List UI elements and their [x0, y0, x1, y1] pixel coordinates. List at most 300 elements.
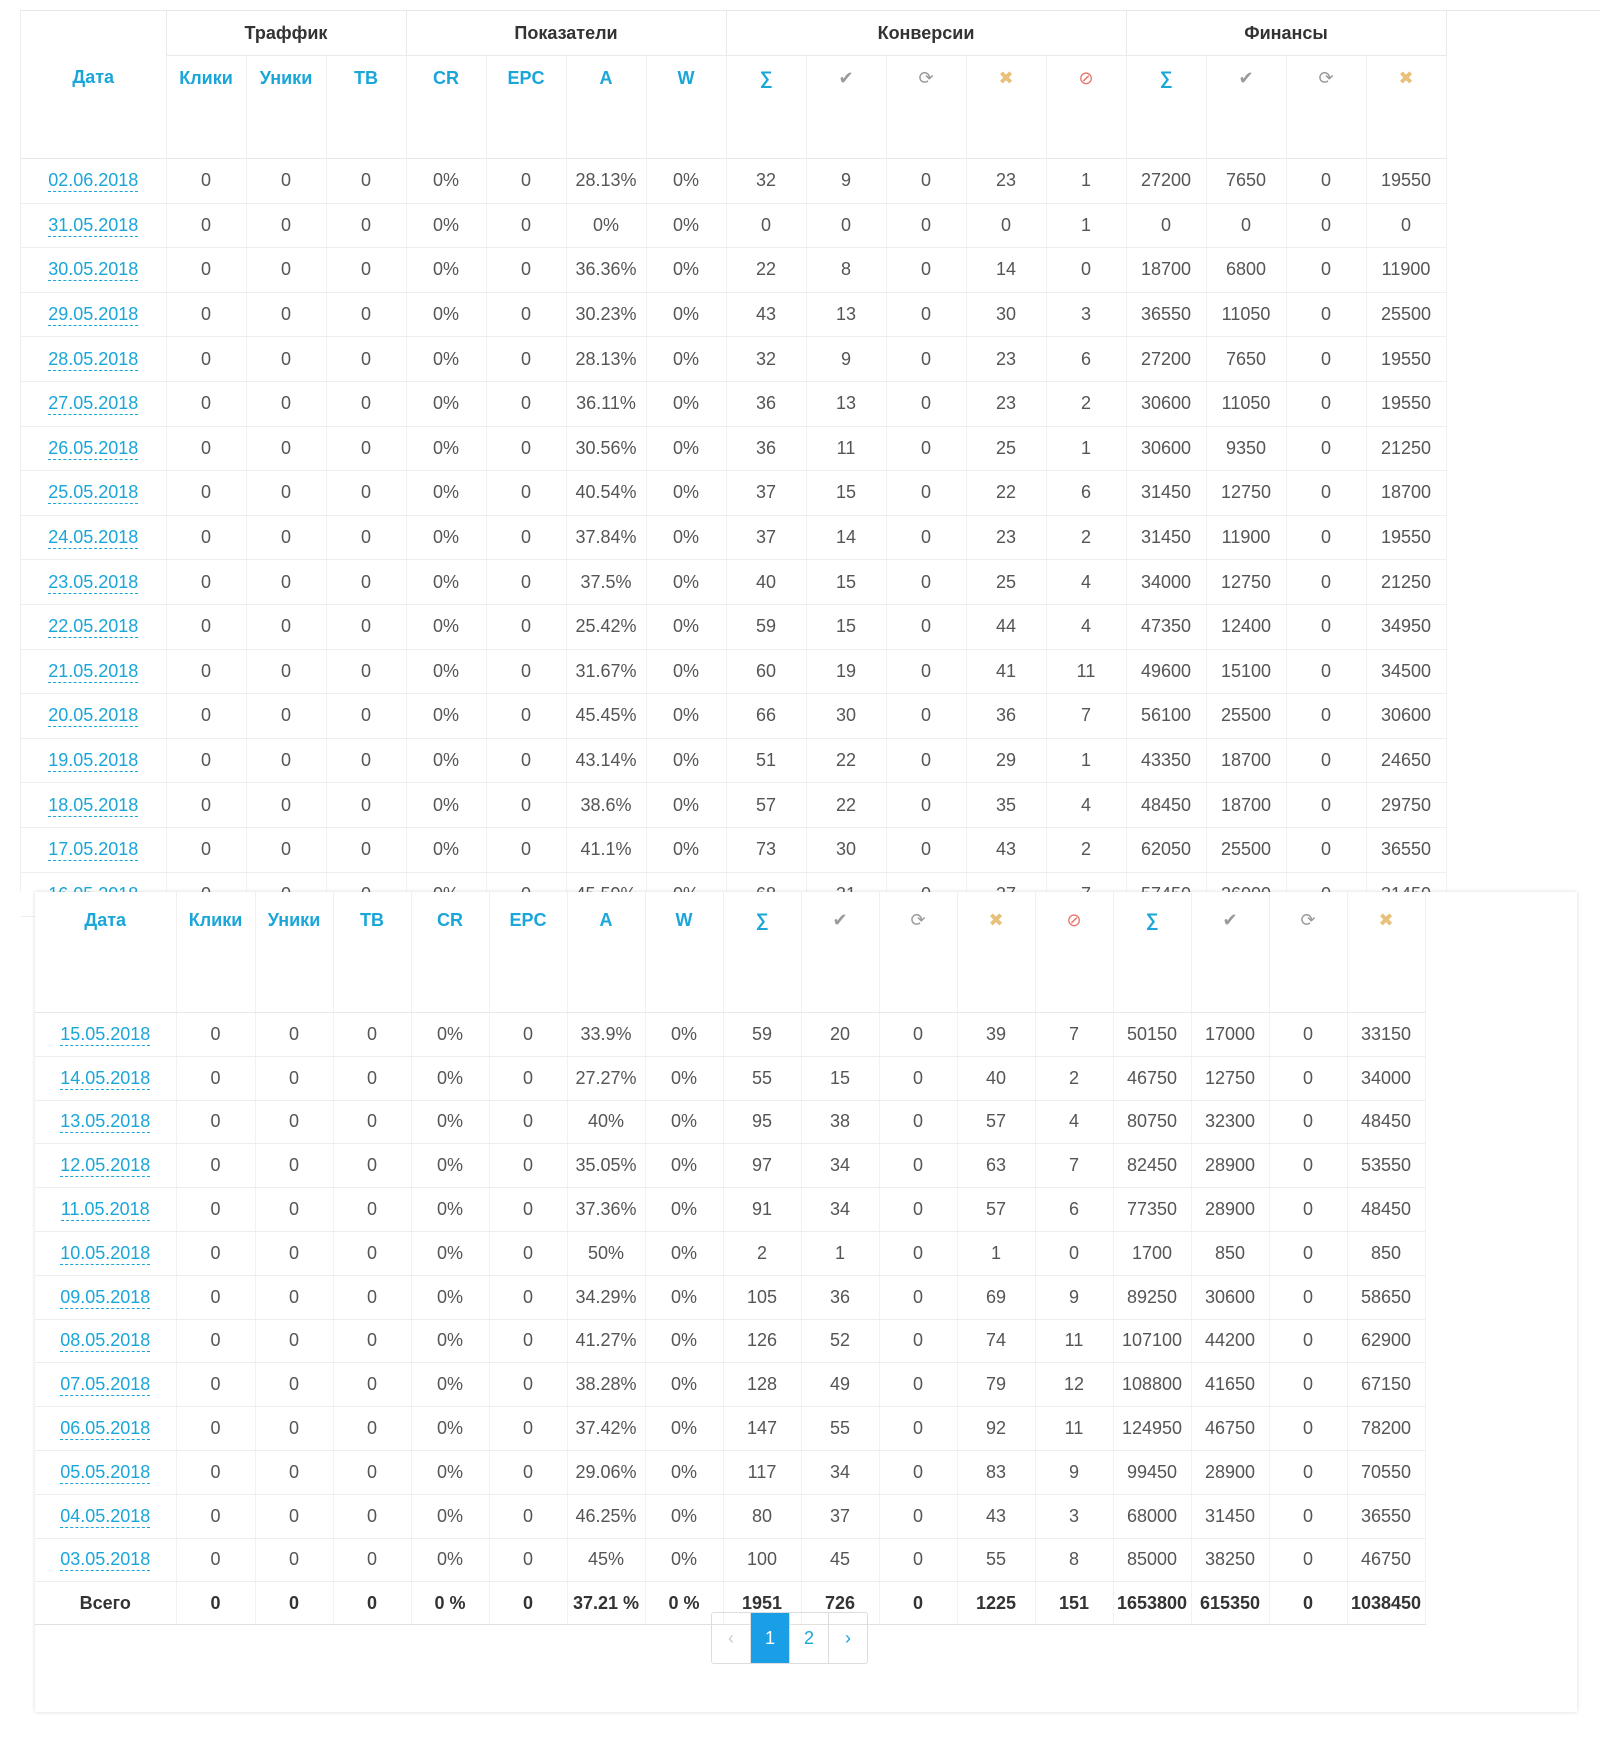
conv-pending-cell: 0: [886, 694, 966, 739]
date-link[interactable]: [21, 381, 166, 426]
conv-rejected-cell: 25: [966, 560, 1046, 605]
uniques-cell: 0: [255, 1450, 333, 1494]
conv-rejected-cell: 92: [957, 1407, 1035, 1451]
fin-pending-cell: 0: [1269, 1275, 1347, 1319]
col-tb[interactable]: ТВ: [333, 892, 411, 948]
conv-trash-cell: 2: [1046, 827, 1126, 872]
date-link-text[interactable]: 26.05.2018: [48, 437, 139, 458]
uniques-cell: 0: [246, 203, 326, 248]
conv-rejected-cell: 35: [966, 783, 1046, 828]
table-row: [21, 694, 1446, 739]
date-link-text[interactable]: 21.05.2018: [48, 660, 139, 681]
date-link[interactable]: [35, 1450, 176, 1494]
date-link[interactable]: [35, 1275, 176, 1319]
date-link[interactable]: [21, 738, 166, 783]
conv-pending-cell: 0: [886, 515, 966, 560]
check-icon: ✔: [1238, 67, 1254, 88]
table-row: [35, 1450, 1425, 1494]
cr-cell: 0%: [406, 694, 486, 739]
uniques-cell: 0: [246, 649, 326, 694]
a-cell: 33.9%: [567, 1013, 645, 1057]
epc-cell: 0: [486, 827, 566, 872]
fin-pending-cell: 0: [1286, 827, 1366, 872]
cr-cell: 0%: [406, 426, 486, 471]
col-cross-icon[interactable]: [966, 56, 1046, 101]
cr-cell: 0%: [406, 203, 486, 248]
conv-trash-cell: 0: [1046, 248, 1126, 293]
date-link[interactable]: [35, 1231, 176, 1275]
date-link[interactable]: [35, 1407, 176, 1451]
fin-approved-cell: 38250: [1191, 1538, 1269, 1582]
total-fin-pending-cell: 0: [1269, 1582, 1347, 1625]
w-cell: 0%: [646, 694, 726, 739]
date-link-text[interactable]: 06.05.2018: [60, 1418, 151, 1439]
group-conversions: Конверсии: [726, 11, 1126, 56]
col-epc[interactable]: EPC: [489, 892, 567, 948]
conv-sum-cell: 51: [726, 738, 806, 783]
conv-sum-cell: 95: [723, 1100, 801, 1144]
fin-rejected-cell: 29750: [1366, 783, 1446, 828]
tb-cell: 0: [326, 159, 406, 204]
date-link-text[interactable]: 17.05.2018: [48, 839, 139, 860]
col-check-icon[interactable]: [801, 892, 879, 948]
conv-pending-cell: 0: [879, 1494, 957, 1538]
clicks-cell: 0: [176, 1450, 255, 1494]
table-row: [35, 1056, 1425, 1100]
uniques-cell: 0: [246, 738, 326, 783]
date-link[interactable]: [21, 515, 166, 560]
w-cell: 0%: [646, 471, 726, 516]
fin-rejected-cell: 33150: [1347, 1013, 1425, 1057]
date-link[interactable]: [21, 783, 166, 828]
conv-approved-cell: 15: [806, 471, 886, 516]
table-row: [21, 203, 1446, 248]
a-cell: 37.36%: [567, 1188, 645, 1232]
fin-pending-cell: 0: [1286, 515, 1366, 560]
spacer-cell: [255, 948, 333, 1013]
conv-sum-cell: 147: [723, 1407, 801, 1451]
w-cell: 0%: [646, 515, 726, 560]
col-clicks[interactable]: Клики: [166, 56, 246, 101]
conv-sum-cell: 22: [726, 248, 806, 293]
date-link-text[interactable]: 12.05.2018: [60, 1155, 151, 1176]
clicks-cell: 0: [166, 426, 246, 471]
epc-cell: 0: [489, 1363, 567, 1407]
date-link[interactable]: [21, 827, 166, 872]
fin-rejected-cell: 70550: [1347, 1450, 1425, 1494]
date-link-text[interactable]: 07.05.2018: [60, 1374, 151, 1395]
col-check-icon[interactable]: [1191, 892, 1269, 948]
a-cell: 27.27%: [567, 1056, 645, 1100]
conv-trash-cell: 12: [1035, 1363, 1113, 1407]
spacer-cell: [726, 100, 806, 159]
a-cell: 25.42%: [566, 604, 646, 649]
refresh-icon: ⟳: [918, 67, 934, 88]
conv-trash-cell: 2: [1035, 1056, 1113, 1100]
fin-rejected-cell: 53550: [1347, 1144, 1425, 1188]
conv-trash-cell: 8: [1035, 1538, 1113, 1582]
table-row: [21, 783, 1446, 828]
w-cell: 0%: [645, 1188, 723, 1232]
col-ban-icon[interactable]: [1035, 892, 1113, 948]
conv-rejected-cell: 55: [957, 1538, 1035, 1582]
fin-pending-cell: 0: [1286, 337, 1366, 382]
conv-pending-cell: 0: [886, 471, 966, 516]
tb-cell: 0: [326, 738, 406, 783]
date-link[interactable]: [35, 1100, 176, 1144]
conv-pending-cell: 0: [886, 337, 966, 382]
date-link-text[interactable]: 31.05.2018: [48, 214, 139, 235]
total-fin-sum-cell: 1653800: [1113, 1582, 1191, 1625]
col-tb[interactable]: ТВ: [326, 56, 406, 101]
conv-sum-cell: 55: [723, 1056, 801, 1100]
date-link[interactable]: [21, 203, 166, 248]
col-refresh-icon[interactable]: [886, 56, 966, 101]
date-link-text[interactable]: 09.05.2018: [60, 1286, 151, 1307]
fin-sum-cell: 48450: [1126, 783, 1206, 828]
col-conv-sum[interactable]: ∑: [723, 892, 801, 948]
col-date[interactable]: Дата: [35, 892, 176, 948]
spacer-cell: [801, 948, 879, 1013]
fin-approved-cell: 11900: [1206, 515, 1286, 560]
conv-approved-cell: 14: [806, 515, 886, 560]
spacer-cell: [1191, 948, 1269, 1013]
date-link[interactable]: [21, 560, 166, 605]
epc-cell: 0: [486, 248, 566, 293]
conv-pending-cell: 0: [886, 560, 966, 605]
epc-cell: 0: [489, 1100, 567, 1144]
table-row: [35, 1144, 1425, 1188]
fin-approved-cell: 41650: [1191, 1363, 1269, 1407]
pagination-page-2[interactable]: 2: [790, 1613, 829, 1663]
col-cross-icon[interactable]: [1366, 56, 1446, 101]
w-cell: 0%: [645, 1319, 723, 1363]
date-link[interactable]: [35, 1538, 176, 1582]
fin-approved-cell: 18700: [1206, 783, 1286, 828]
uniques-cell: 0: [246, 426, 326, 471]
col-epc[interactable]: EPC: [486, 56, 566, 101]
table-row: [35, 1231, 1425, 1275]
tb-cell: 0: [326, 203, 406, 248]
epc-cell: 0: [486, 381, 566, 426]
table-row: [21, 515, 1446, 560]
col-refresh-icon[interactable]: [879, 892, 957, 948]
table-row: [21, 248, 1446, 293]
tb-cell: 0: [326, 381, 406, 426]
date-link-text[interactable]: 25.05.2018: [48, 482, 139, 503]
w-cell: 0%: [646, 827, 726, 872]
conv-pending-cell: 0: [886, 649, 966, 694]
fin-approved-cell: 44200: [1191, 1319, 1269, 1363]
w-cell: 0%: [646, 783, 726, 828]
clicks-cell: 0: [166, 560, 246, 605]
check-icon: ✔: [1222, 909, 1238, 930]
spacer-cell: [166, 100, 246, 159]
cr-cell: 0%: [406, 381, 486, 426]
date-link-text[interactable]: 24.05.2018: [48, 527, 139, 548]
clicks-cell: 0: [166, 337, 246, 382]
conv-rejected-cell: 40: [957, 1056, 1035, 1100]
col-fin-sum[interactable]: ∑: [1126, 56, 1206, 101]
conv-pending-cell: 0: [879, 1013, 957, 1057]
tb-cell: 0: [333, 1056, 411, 1100]
a-cell: 37.42%: [567, 1407, 645, 1451]
conv-sum-cell: 128: [723, 1363, 801, 1407]
conv-trash-cell: 7: [1035, 1144, 1113, 1188]
date-link-text[interactable]: 04.05.2018: [60, 1505, 151, 1526]
date-link-text[interactable]: 13.05.2018: [60, 1111, 151, 1132]
date-link[interactable]: [21, 694, 166, 739]
col-cr[interactable]: CR: [406, 56, 486, 101]
col-check-icon[interactable]: [806, 56, 886, 101]
date-link[interactable]: [21, 337, 166, 382]
fin-rejected-cell: 0: [1366, 203, 1446, 248]
tb-cell: 0: [333, 1013, 411, 1057]
conv-sum-cell: 100: [723, 1538, 801, 1582]
a-cell: 37.84%: [566, 515, 646, 560]
date-link-text[interactable]: 20.05.2018: [48, 705, 139, 726]
epc-cell: 0: [486, 783, 566, 828]
cross-icon: ✖: [1398, 67, 1414, 88]
conv-trash-cell: 7: [1035, 1013, 1113, 1057]
date-link-text[interactable]: 30.05.2018: [48, 259, 139, 280]
epc-cell: 0: [486, 337, 566, 382]
date-link[interactable]: [21, 649, 166, 694]
date-link[interactable]: [35, 1013, 176, 1057]
conv-approved-cell: 15: [806, 604, 886, 649]
w-cell: 0%: [646, 738, 726, 783]
col-a[interactable]: A: [567, 892, 645, 948]
clicks-cell: 0: [176, 1013, 255, 1057]
tb-cell: 0: [326, 694, 406, 739]
conv-pending-cell: 0: [879, 1319, 957, 1363]
date-link[interactable]: [35, 1319, 176, 1363]
col-w[interactable]: W: [646, 56, 726, 101]
conv-approved-cell: 30: [806, 694, 886, 739]
fin-pending-cell: 0: [1269, 1144, 1347, 1188]
date-link[interactable]: [35, 1056, 176, 1100]
date-link-text[interactable]: 15.05.2018: [60, 1023, 151, 1044]
clicks-cell: 0: [176, 1494, 255, 1538]
pagination-prev[interactable]: ‹: [712, 1613, 751, 1663]
fin-pending-cell: 0: [1269, 1188, 1347, 1232]
conv-approved-cell: 15: [806, 560, 886, 605]
conv-rejected-cell: 83: [957, 1450, 1035, 1494]
date-link[interactable]: [35, 1144, 176, 1188]
fin-rejected-cell: 21250: [1366, 426, 1446, 471]
conv-trash-cell: 4: [1046, 604, 1126, 649]
spacer-cell: [406, 100, 486, 159]
fin-approved-cell: 28900: [1191, 1188, 1269, 1232]
clicks-cell: 0: [166, 827, 246, 872]
uniques-cell: 0: [246, 783, 326, 828]
conv-rejected-cell: 23: [966, 381, 1046, 426]
col-w[interactable]: W: [645, 892, 723, 948]
fin-approved-cell: 850: [1191, 1231, 1269, 1275]
spacer-cell: [411, 948, 489, 1013]
fin-approved-cell: 46750: [1191, 1407, 1269, 1451]
tb-cell: 0: [333, 1144, 411, 1188]
spacer-row: [21, 100, 1446, 159]
tb-cell: 0: [333, 1319, 411, 1363]
col-uniques[interactable]: Уники: [246, 56, 326, 101]
cr-cell: 0%: [406, 337, 486, 382]
date-link[interactable]: [35, 1494, 176, 1538]
pagination-next[interactable]: ›: [845, 1627, 851, 1648]
fin-pending-cell: 0: [1269, 1538, 1347, 1582]
fin-pending-cell: 0: [1286, 783, 1366, 828]
conv-approved-cell: 19: [806, 649, 886, 694]
uniques-cell: 0: [246, 604, 326, 649]
epc-cell: 0: [486, 426, 566, 471]
a-cell: 46.25%: [567, 1494, 645, 1538]
date-link-text[interactable]: 10.05.2018: [60, 1242, 151, 1263]
w-cell: 0%: [645, 1538, 723, 1582]
conv-rejected-cell: 43: [966, 827, 1046, 872]
conv-trash-cell: 0: [1035, 1231, 1113, 1275]
spacer-cell: [567, 948, 645, 1013]
tb-cell: 0: [333, 1188, 411, 1232]
conv-rejected-cell: 63: [957, 1144, 1035, 1188]
col-check-icon[interactable]: [1206, 56, 1286, 101]
cr-cell: 0%: [411, 1538, 489, 1582]
epc-cell: 0: [489, 1319, 567, 1363]
w-cell: 0%: [645, 1407, 723, 1451]
spacer-cell: [1286, 100, 1366, 159]
epc-cell: 0: [486, 159, 566, 204]
fin-approved-cell: 11050: [1206, 381, 1286, 426]
date-link[interactable]: [35, 1188, 176, 1232]
conv-rejected-cell: 36: [966, 694, 1046, 739]
col-refresh-icon[interactable]: [1269, 892, 1347, 948]
col-uniques[interactable]: Уники: [255, 892, 333, 948]
a-cell: 28.13%: [566, 337, 646, 382]
fin-approved-cell: 7650: [1206, 337, 1286, 382]
w-cell: 0%: [645, 1450, 723, 1494]
conv-pending-cell: 0: [886, 783, 966, 828]
tb-cell: 0: [326, 248, 406, 293]
fin-sum-cell: 62050: [1126, 827, 1206, 872]
conv-pending-cell: 0: [886, 159, 966, 204]
col-clicks[interactable]: Клики: [176, 892, 255, 948]
spacer-cell: [1046, 100, 1126, 159]
date-link-text[interactable]: 02.06.2018: [48, 170, 139, 191]
conv-sum-cell: 0: [726, 203, 806, 248]
fin-rejected-cell: 11900: [1366, 248, 1446, 293]
conv-approved-cell: 11: [806, 426, 886, 471]
fin-pending-cell: 0: [1286, 649, 1366, 694]
date-link-text[interactable]: 19.05.2018: [48, 750, 139, 771]
pagination-page-1[interactable]: 1: [751, 1613, 790, 1663]
date-link[interactable]: [21, 292, 166, 337]
col-ban-icon[interactable]: [1046, 56, 1126, 101]
date-link[interactable]: [21, 471, 166, 516]
uniques-cell: 0: [246, 560, 326, 605]
total-fin-approved-cell: 615350: [1191, 1582, 1269, 1625]
conv-rejected-cell: 23: [966, 515, 1046, 560]
fin-sum-cell: 46750: [1113, 1056, 1191, 1100]
clicks-cell: 0: [176, 1188, 255, 1232]
date-link-text[interactable]: 05.05.2018: [60, 1461, 151, 1482]
cr-cell: 0%: [406, 604, 486, 649]
col-cr[interactable]: CR: [411, 892, 489, 948]
col-conv-sum[interactable]: ∑: [726, 56, 806, 101]
fin-sum-cell: 31450: [1126, 471, 1206, 516]
uniques-cell: 0: [246, 694, 326, 739]
conv-approved-cell: 15: [801, 1056, 879, 1100]
cr-cell: 0%: [406, 159, 486, 204]
date-link-text[interactable]: 27.05.2018: [48, 393, 139, 414]
date-link-text[interactable]: 11.05.2018: [60, 1199, 150, 1220]
fin-rejected-cell: 19550: [1366, 381, 1446, 426]
epc-cell: 0: [489, 1056, 567, 1100]
date-link[interactable]: [35, 1363, 176, 1407]
col-date[interactable]: Дата: [21, 56, 166, 101]
cr-cell: 0%: [411, 1013, 489, 1057]
column-header-row: [21, 56, 1446, 101]
date-link[interactable]: [21, 426, 166, 471]
col-refresh-icon[interactable]: [1286, 56, 1366, 101]
column-header-row: [35, 892, 1425, 948]
date-link[interactable]: [21, 604, 166, 649]
date-link-text[interactable]: 23.05.2018: [48, 571, 139, 592]
date-link-text[interactable]: 22.05.2018: [48, 616, 139, 637]
clicks-cell: 0: [166, 248, 246, 293]
spacer-row: [35, 948, 1425, 1013]
col-fin-sum[interactable]: ∑: [1113, 892, 1191, 948]
cross-icon: ✖: [1378, 909, 1394, 930]
date-link-text[interactable]: 14.05.2018: [60, 1067, 151, 1088]
date-link-text[interactable]: 18.05.2018: [48, 794, 139, 815]
fin-rejected-cell: 48450: [1347, 1100, 1425, 1144]
tb-cell: 0: [326, 471, 406, 516]
conv-sum-cell: 36: [726, 426, 806, 471]
date-link[interactable]: [21, 159, 166, 204]
uniques-cell: 0: [255, 1319, 333, 1363]
fin-rejected-cell: 19550: [1366, 159, 1446, 204]
date-link-text[interactable]: 08.05.2018: [60, 1330, 151, 1351]
col-cross-icon[interactable]: [957, 892, 1035, 948]
fin-approved-cell: 32300: [1191, 1100, 1269, 1144]
fin-sum-cell: 43350: [1126, 738, 1206, 783]
conv-approved-cell: 13: [806, 292, 886, 337]
cr-cell: 0%: [406, 560, 486, 605]
conv-rejected-cell: 30: [966, 292, 1046, 337]
cr-cell: 0%: [411, 1494, 489, 1538]
col-cross-icon[interactable]: [1347, 892, 1425, 948]
w-cell: 0%: [646, 159, 726, 204]
conv-approved-cell: 38: [801, 1100, 879, 1144]
fin-approved-cell: 18700: [1206, 738, 1286, 783]
conv-rejected-cell: 23: [966, 159, 1046, 204]
col-a[interactable]: A: [566, 56, 646, 101]
fin-sum-cell: 49600: [1126, 649, 1206, 694]
fin-pending-cell: 0: [1286, 560, 1366, 605]
conv-sum-cell: 57: [726, 783, 806, 828]
conv-approved-cell: 45: [801, 1538, 879, 1582]
date-link[interactable]: [21, 248, 166, 293]
uniques-cell: 0: [255, 1494, 333, 1538]
table-row: [35, 1013, 1425, 1057]
w-cell: 0%: [646, 604, 726, 649]
date-link-text[interactable]: 29.05.2018: [48, 304, 139, 325]
ban-icon: ⊘: [1066, 909, 1082, 930]
w-cell: 0%: [645, 1494, 723, 1538]
table-row: [21, 381, 1446, 426]
date-link-text[interactable]: 28.05.2018: [48, 348, 139, 369]
date-link-text[interactable]: 03.05.2018: [60, 1549, 151, 1570]
epc-cell: 0: [489, 1013, 567, 1057]
